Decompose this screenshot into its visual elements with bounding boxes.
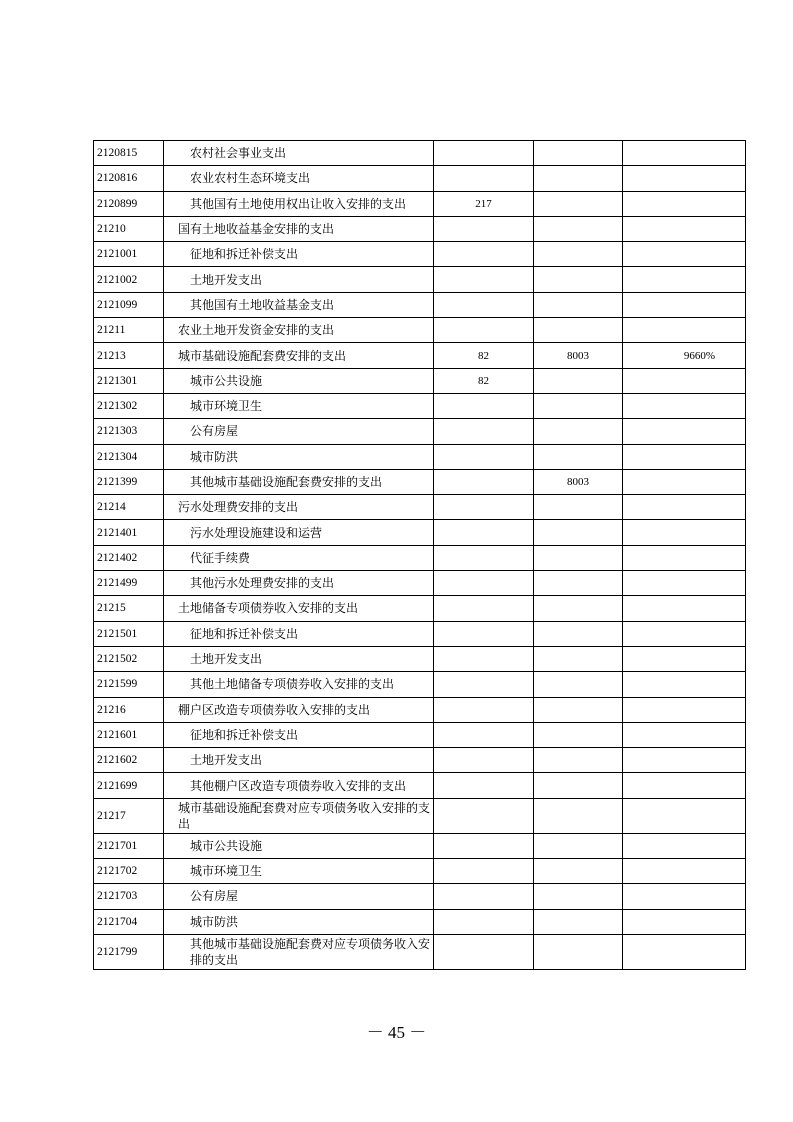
cell-value-2 [534,545,623,570]
cell-name: 城市基础设施配套费安排的支出 [164,343,434,368]
cell-name: 污水处理费安排的支出 [164,495,434,520]
table-row [94,393,746,418]
cell-code: 2121499 [94,571,164,596]
table-row [94,596,746,621]
cell-name: 棚户区改造专项债券收入安排的支出 [164,697,434,722]
cell-value-3 [623,141,746,166]
cell-value-1 [434,393,534,418]
cell-value-1 [434,571,534,596]
table-row [94,621,746,646]
cell-value-1 [434,748,534,773]
cell-value-2 [534,419,623,444]
cell-name: 农村社会事业支出 [164,141,434,166]
cell-value-3 [623,216,746,241]
cell-value-3 [623,520,746,545]
table-row [94,242,746,267]
cell-value-1 [434,596,534,621]
cell-value-2 [534,884,623,909]
cell-value-2 [534,672,623,697]
cell-code: 2121704 [94,909,164,934]
cell-name: 公有房屋 [164,884,434,909]
cell-value-2 [534,722,623,747]
cell-value-1 [434,545,534,570]
table-row [94,859,746,884]
cell-value-1 [434,798,534,833]
cell-value-3 [623,267,746,292]
cell-value-1 [434,646,534,671]
cell-code: 21211 [94,318,164,343]
cell-code: 2121701 [94,833,164,858]
cell-value-2 [534,621,623,646]
cell-value-2 [534,368,623,393]
cell-code: 21216 [94,697,164,722]
table-row [94,444,746,469]
cell-name: 其他城市基础设施配套费安排的支出 [164,469,434,494]
page-number: － 45 － [366,1023,427,1042]
cell-value-3 [623,833,746,858]
cell-code: 2121799 [94,934,164,969]
cell-name: 征地和拆迁补偿支出 [164,242,434,267]
table-row [94,318,746,343]
cell-value-1 [434,722,534,747]
cell-value-2 [534,495,623,520]
cell-value-3 [623,934,746,969]
cell-value-2 [534,833,623,858]
table-row [94,141,746,166]
cell-name: 城市环境卫生 [164,859,434,884]
cell-value-2 [534,393,623,418]
table-row [94,292,746,317]
cell-code: 2121302 [94,393,164,418]
table-row [94,495,746,520]
cell-code: 2121002 [94,267,164,292]
cell-value-1 [434,469,534,494]
cell-value-3 [623,621,746,646]
table-row [94,833,746,858]
cell-code: 2121303 [94,419,164,444]
cell-value-3 [623,884,746,909]
cell-code: 2120816 [94,166,164,191]
table-row [94,571,746,596]
cell-value-3 [623,697,746,722]
cell-name: 土地开发支出 [164,646,434,671]
cell-name: 城市基础设施配套费对应专项债务收入安排的支出 [164,798,434,833]
cell-code: 2121702 [94,859,164,884]
cell-code: 2121399 [94,469,164,494]
cell-code: 2121402 [94,545,164,570]
cell-code: 2120899 [94,191,164,216]
cell-value-2 [534,934,623,969]
cell-value-2 [534,646,623,671]
cell-value-2 [534,773,623,798]
cell-name: 城市公共设施 [164,833,434,858]
cell-value-3 [623,368,746,393]
cell-name: 土地储备专项债券收入安排的支出 [164,596,434,621]
cell-value-3 [623,722,746,747]
cell-name: 国有土地收益基金安排的支出 [164,216,434,241]
table-row [94,419,746,444]
cell-value-1 [434,909,534,934]
cell-value-3 [623,469,746,494]
cell-value-3: 9660% [623,343,746,368]
cell-value-3 [623,748,746,773]
cell-value-2 [534,859,623,884]
cell-code: 2120815 [94,141,164,166]
table-row [94,934,746,969]
cell-name: 征地和拆迁补偿支出 [164,621,434,646]
cell-value-3 [623,393,746,418]
cell-value-2 [534,596,623,621]
cell-value-1 [434,267,534,292]
cell-value-3 [623,909,746,934]
cell-value-1 [434,833,534,858]
cell-code: 2121502 [94,646,164,671]
cell-value-2 [534,909,623,934]
budget-table [93,140,746,970]
cell-value-3 [623,571,746,596]
cell-name: 其他棚户区改造专项债券收入安排的支出 [164,773,434,798]
cell-value-1 [434,444,534,469]
cell-value-3 [623,545,746,570]
table-row [94,798,746,833]
table-row [94,343,746,368]
cell-value-1 [434,419,534,444]
cell-value-3 [623,444,746,469]
cell-value-2 [534,166,623,191]
cell-value-1 [434,495,534,520]
cell-value-1 [434,934,534,969]
cell-name: 污水处理设施建设和运营 [164,520,434,545]
cell-value-2 [534,318,623,343]
cell-name: 城市防洪 [164,444,434,469]
cell-name: 城市环境卫生 [164,393,434,418]
cell-value-2 [534,216,623,241]
cell-name: 公有房屋 [164,419,434,444]
cell-name: 土地开发支出 [164,748,434,773]
table-row [94,545,746,570]
table-row [94,722,746,747]
cell-value-3 [623,495,746,520]
cell-code: 2121304 [94,444,164,469]
cell-value-2 [534,798,623,833]
cell-name: 征地和拆迁补偿支出 [164,722,434,747]
cell-name: 其他城市基础设施配套费对应专项债务收入安排的支出 [164,934,434,969]
cell-code: 21210 [94,216,164,241]
table-row [94,368,746,393]
cell-value-2 [534,267,623,292]
cell-value-1 [434,166,534,191]
cell-value-3 [623,419,746,444]
cell-value-1 [434,141,534,166]
cell-code: 21215 [94,596,164,621]
cell-name: 农业农村生态环境支出 [164,166,434,191]
cell-value-3 [623,166,746,191]
cell-value-2 [534,520,623,545]
cell-value-1: 82 [434,368,534,393]
cell-code: 2121001 [94,242,164,267]
table-row [94,884,746,909]
cell-code: 2121501 [94,621,164,646]
table-row [94,267,746,292]
cell-value-3 [623,191,746,216]
cell-value-2 [534,748,623,773]
cell-value-3 [623,798,746,833]
cell-value-3 [623,242,746,267]
cell-value-1 [434,292,534,317]
table-row [94,166,746,191]
table-row [94,697,746,722]
cell-name: 农业土地开发资金安排的支出 [164,318,434,343]
cell-code: 2121703 [94,884,164,909]
cell-code: 21217 [94,798,164,833]
cell-value-1 [434,520,534,545]
table-body [94,141,746,970]
cell-value-2 [534,141,623,166]
cell-value-2 [534,191,623,216]
cell-code: 2121601 [94,722,164,747]
cell-value-3 [623,859,746,884]
table-row [94,520,746,545]
table-row [94,216,746,241]
cell-code: 2121401 [94,520,164,545]
cell-code: 2121301 [94,368,164,393]
cell-value-1 [434,242,534,267]
cell-value-1: 82 [434,343,534,368]
cell-value-1 [434,697,534,722]
cell-name: 城市防洪 [164,909,434,934]
cell-value-2 [534,697,623,722]
cell-value-1 [434,318,534,343]
cell-value-2 [534,444,623,469]
cell-name: 土地开发支出 [164,267,434,292]
cell-value-2: 8003 [534,343,623,368]
cell-value-1 [434,884,534,909]
table-row [94,909,746,934]
table-row [94,469,746,494]
cell-value-1 [434,773,534,798]
cell-value-3 [623,672,746,697]
cell-value-3 [623,292,746,317]
table-row [94,191,746,216]
cell-code: 2121099 [94,292,164,317]
cell-code: 21213 [94,343,164,368]
table-row [94,646,746,671]
cell-name: 城市公共设施 [164,368,434,393]
cell-name: 其他土地储备专项债券收入安排的支出 [164,672,434,697]
cell-value-1 [434,216,534,241]
cell-value-1: 217 [434,191,534,216]
cell-name: 其他污水处理费安排的支出 [164,571,434,596]
cell-value-2 [534,571,623,596]
cell-value-3 [623,596,746,621]
cell-value-3 [623,773,746,798]
cell-name: 其他国有土地使用权出让收入安排的支出 [164,191,434,216]
cell-value-1 [434,621,534,646]
cell-value-3 [623,318,746,343]
cell-value-1 [434,672,534,697]
cell-code: 2121599 [94,672,164,697]
cell-value-2 [534,292,623,317]
cell-value-1 [434,859,534,884]
cell-name: 其他国有土地收益基金支出 [164,292,434,317]
cell-name: 代征手续费 [164,545,434,570]
cell-code: 21214 [94,495,164,520]
cell-code: 2121699 [94,773,164,798]
table-row [94,748,746,773]
cell-value-2 [534,242,623,267]
cell-value-2: 8003 [534,469,623,494]
table-row [94,672,746,697]
cell-value-3 [623,646,746,671]
cell-code: 2121602 [94,748,164,773]
table-row [94,773,746,798]
